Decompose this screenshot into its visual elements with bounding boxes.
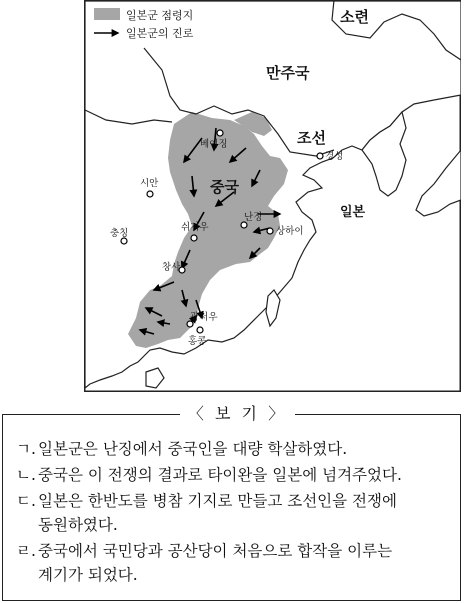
option-item-4-continued: 계기가 되었다. [38, 566, 138, 584]
option-text: 중국은 이 전쟁의 결과로 타이완을 일본에 넘겨주었다. [38, 466, 402, 484]
label-manchukuo: 만주국 [266, 64, 310, 82]
option-item-2 [16, 464, 402, 486]
label-soviet: 소련 [340, 8, 369, 26]
label-japan: 일본 [340, 205, 366, 220]
label-chongqing: 충칭 [110, 228, 129, 239]
east-asia-map [84, 0, 461, 392]
option-text: 중국에서 국민당과 공산당이 처음으로 합작을 이루는 [38, 542, 393, 560]
options-box-title [0, 401, 475, 424]
option-item-3-continued: 동원하였다. [38, 516, 118, 534]
option-item-1 [16, 438, 347, 460]
label-xian: 시안 [140, 178, 159, 189]
label-gyeongseong: 경성 [325, 151, 344, 162]
option-text: 일본군은 난징에서 중국인을 대량 학살하였다. [38, 440, 348, 458]
option-item-3 [16, 490, 397, 512]
label-guangzhou: 광저우 [190, 312, 218, 323]
label-hongkong: 홍콩 [188, 336, 207, 347]
option-mark: ㄹ. [16, 542, 36, 560]
option-mark: ㄷ. [16, 492, 36, 510]
option-mark: ㄱ. [16, 440, 36, 458]
option-text: 일본은 한반도를 병참 기지로 만들고 조선인을 전쟁에 [38, 492, 397, 510]
option-item-4 [16, 540, 392, 562]
label-nanjing: 난징 [244, 212, 263, 223]
legend-route-label: 일본군의 진로 [126, 27, 194, 40]
legend-swatch-occupied [94, 8, 120, 20]
option-mark: ㄴ. [16, 466, 36, 484]
legend-occupied-label: 일본군 점령지 [126, 9, 194, 22]
label-shanghai: 상하이 [276, 226, 304, 237]
label-beijing: 베이징 [200, 139, 228, 150]
label-joseon: 조선 [297, 129, 326, 147]
label-xuzhou: 쉬저우 [181, 222, 209, 233]
label-changsha: 창사 [162, 262, 181, 273]
options-box-title-text: 〈 보 기 〉 [180, 404, 295, 423]
label-china: 중국 [210, 178, 239, 196]
map-figure [84, 0, 461, 392]
